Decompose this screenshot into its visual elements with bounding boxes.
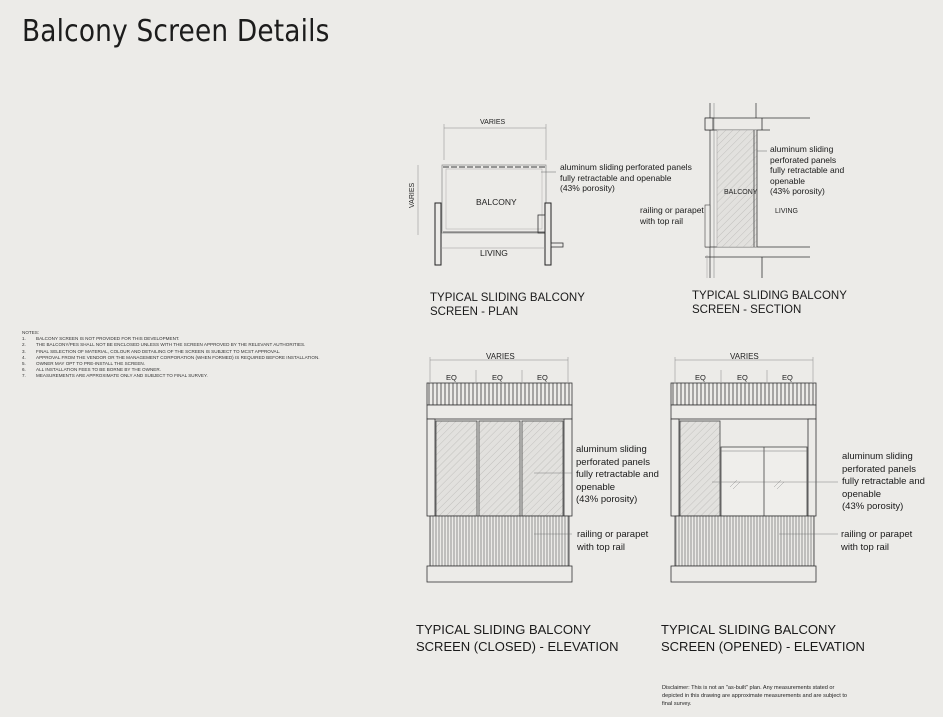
note-item: 5. OWNER MAY OPT TO PRE-INSTALL THE SCREEN.	[22, 361, 145, 367]
note-item: 7. MEASUREMENTS ARE APPROXIMATE ONLY AND SUBJECT TO FINAL SURVEY.	[22, 373, 208, 379]
closed-railing-note: railing or parapet with top rail	[577, 529, 649, 553]
section-caption: TYPICAL SLIDING BALCONY SCREEN - SECTION	[692, 290, 847, 316]
closed-eq-3: EQ	[537, 373, 548, 382]
section-railing-note: railing or parapet with top rail	[640, 205, 704, 226]
opened-varies-label: VARIES	[730, 352, 759, 361]
opened-eq-1: EQ	[695, 373, 706, 382]
plan-living-label: LIVING	[480, 248, 508, 258]
plan-varies-top: VARIES	[480, 119, 506, 126]
closed-eq-1: EQ	[446, 373, 457, 382]
note-item: 2. THE BALCONY/PES SHALL NOT BE ENCLOSED UNLESS WITH THE SCREEN APPROVED BY THE RELEVANT AUTHORITIES.	[22, 342, 306, 348]
plan-panel-note: aluminum sliding perforated panels fully retractable and openable (43% porosity)	[560, 162, 692, 193]
note-item: 4. APPROVAL FROM THE VENDOR OR THE MANAGEMENT CORPORATION (WHEN FORMED) IS REQUIRED BEFORE INSTALLATION.	[22, 354, 320, 360]
plan-caption: TYPICAL SLIDING BALCONY SCREEN - PLAN	[430, 292, 585, 318]
note-item: 6. ALL INSTALLATION FEES TO BE BORNE BY THE OWNER.	[22, 367, 161, 373]
closed-varies-label: VARIES	[486, 352, 515, 361]
opened-caption: TYPICAL SLIDING BALCONY SCREEN (OPENED) - ELEVATION	[661, 622, 865, 654]
notes-heading: NOTES:	[22, 330, 40, 335]
section-balcony-label: BALCONY	[724, 189, 758, 196]
closed-panel-note: aluminum sliding perforated panels fully retractable and openable (43% porosity)	[576, 444, 659, 505]
opened-eq-3: EQ	[782, 373, 793, 382]
opened-eq-2: EQ	[737, 373, 748, 382]
note-item: 1. BALCONY SCREEN IS NOT PROVIDED FOR THIS DEVELOPMENT.	[22, 336, 180, 342]
section-living-label: LIVING	[775, 208, 798, 215]
closed-eq-2: EQ	[492, 373, 503, 382]
opened-railing-note: railing or parapet with top rail	[841, 529, 913, 553]
section-panel-note: aluminum sliding perforated panels fully retractable and openable (43% porosity)	[770, 144, 845, 196]
disclaimer-text: Disclaimer: This is not an "as-built" plan. Any measurements stated or depicted in this drawing are approximate measurements and are subject to final survey.	[662, 685, 848, 707]
elevation-closed-drawing	[427, 357, 572, 582]
note-item: 3. FINAL SELECTION OF MATERIAL, COLOUR AND DETAILING OF THE SCREEN IS SUBJECT TO MCST APPROVAL.	[22, 348, 281, 354]
plan-drawing	[418, 124, 563, 265]
plan-varies-side: VARIES	[409, 182, 416, 208]
page-title: Balcony Screen Details	[22, 14, 330, 49]
opened-panel-note: aluminum sliding perforated panels fully retractable and openable (43% porosity)	[842, 451, 925, 512]
plan-balcony-label: BALCONY	[476, 197, 517, 207]
closed-caption: TYPICAL SLIDING BALCONY SCREEN (CLOSED) - ELEVATION	[416, 622, 619, 654]
elevation-opened-drawing	[671, 357, 838, 582]
